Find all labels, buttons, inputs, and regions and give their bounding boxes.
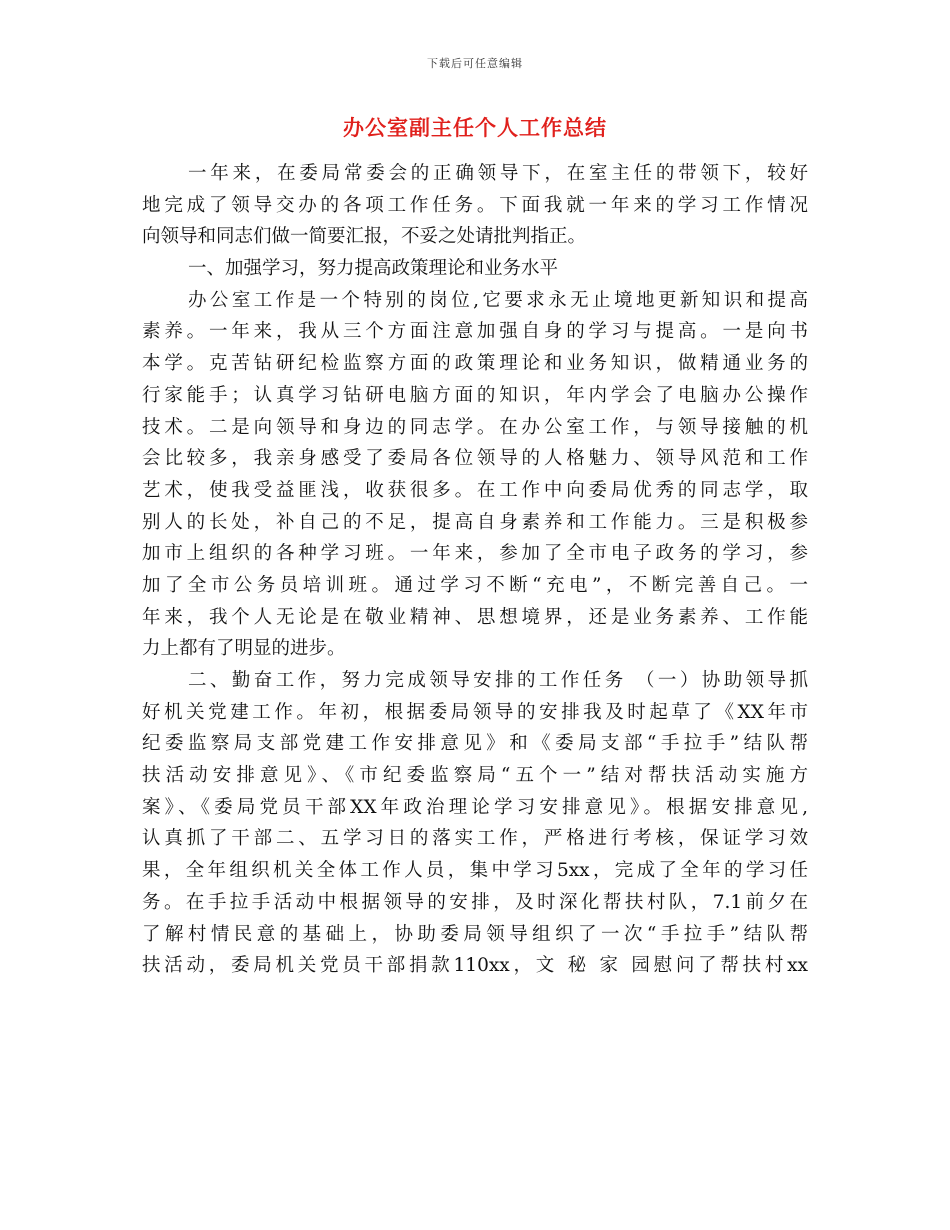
- body-line: 扶活动，委局机关党员干部捐款110xx，文 秘 家 园慰问了帮扶村xx: [142, 955, 808, 977]
- body-line: 加市上组织的各种学习班。一年来，参加了全市电子政务的学习，参: [142, 543, 808, 565]
- body-line: 本学。克苦钻研纪检监察方面的政策理论和业务知识，做精通业务的: [142, 353, 808, 375]
- body-line: 向领导和同志们做一简要汇报，不妥之处请批判指正。: [142, 226, 587, 248]
- body-line: 一、加强学习，努力提高政策理论和业务水平: [188, 258, 559, 280]
- document-title: 办公室副主任个人工作总结: [343, 116, 607, 140]
- page-header-note: 下载后可任意编辑: [427, 57, 523, 70]
- body-line: 技术。二是向领导和身边的同志学。在办公室工作，与领导接触的机: [142, 416, 808, 438]
- body-line: 二、勤奋工作，努力完成领导安排的工作任务 （一）协助领导抓: [188, 670, 808, 691]
- document-body: [142, 158, 808, 982]
- body-line: 了解村情民意的基础上，协助委局领导组织了一次“手拉手”结队帮: [142, 923, 808, 945]
- body-line: 纪委监察局支部党建工作安排意见》和《委局支部“手拉手”结队帮: [142, 733, 808, 755]
- body-line: 好机关党建工作。年初，根据委局领导的安排我及时起草了《XX年市: [142, 701, 808, 723]
- body-line: 会比较多，我亲身感受了委局各位领导的人格魅力、领导风范和工作: [142, 448, 808, 470]
- body-line: 果，全年组织机关全体工作人员，集中学习5xx，完成了全年的学习任: [142, 860, 808, 882]
- body-line: 加了全市公务员培训班。通过学习不断“充电”，不断完善自己。一: [142, 574, 808, 596]
- body-line: 艺术，使我受益匪浅，收获很多。在工作中向委局优秀的同志学，取: [142, 479, 808, 501]
- body-line: 别人的长处，补自己的不足，提高自身素养和工作能力。三是积极参: [142, 511, 808, 533]
- body-line: 力上都有了明显的进步。: [142, 638, 346, 660]
- body-line: 案》、《委局党员干部XX年政治理论学习安排意见》。根据安排意见,: [142, 796, 808, 818]
- body-line: 扶活动安排意见》、《市纪委监察局“五个一”结对帮扶活动实施方: [142, 765, 808, 787]
- body-line: 地完成了领导交办的各项工作任务。下面我就一年来的学习工作情况: [142, 194, 808, 216]
- body-line: 办公室工作是一个特别的岗位,它要求永无止境地更新知识和提高: [188, 289, 808, 311]
- body-line: 一年来，在委局常委会的正确领导下，在室主任的带领下，较好: [188, 163, 808, 184]
- body-line: 认真抓了干部二、五学习日的落实工作，严格进行考核，保证学习效: [142, 828, 808, 850]
- body-line: 行家能手；认真学习钻研电脑方面的知识，年内学会了电脑办公操作: [142, 384, 808, 406]
- body-line: 素养。一年来，我从三个方面注意加强自身的学习与提高。一是向书: [142, 321, 808, 343]
- body-line: 年来，我个人无论是在敬业精神、思想境界，还是业务素养、工作能: [142, 606, 808, 628]
- body-line: 务。在手拉手活动中根据领导的安排，及时深化帮扶村队，7.1前夕在: [142, 891, 808, 913]
